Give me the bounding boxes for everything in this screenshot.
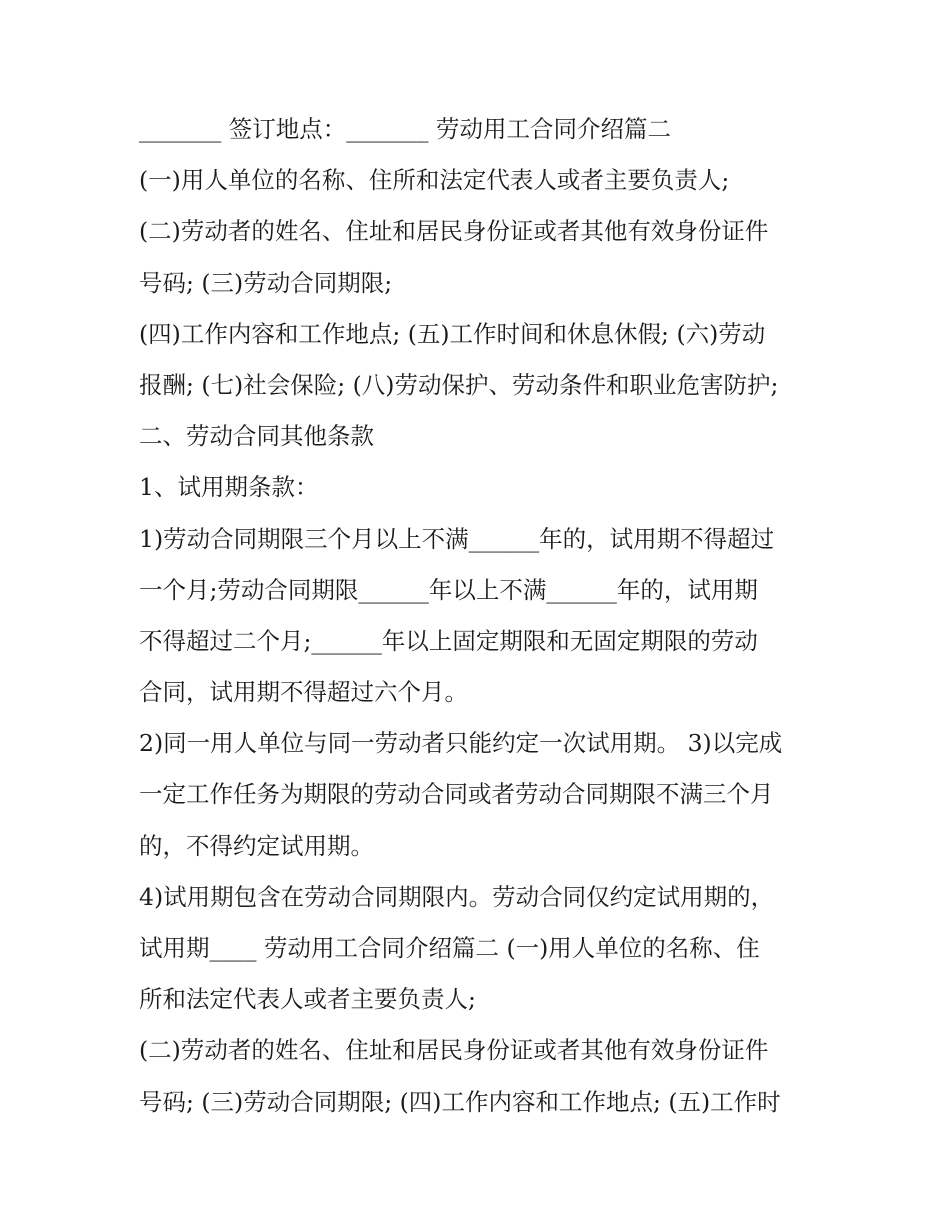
text-line: (一)用人单位的名称、住所和法定代表人或者主要负责人; (139, 166, 730, 195)
text-line: 号码; (三)劳动合同期限; (139, 268, 393, 297)
text-line: (二)劳动者的姓名、住址和居民身份证或者其他有效身份证件 (139, 1036, 769, 1065)
text-line: (二)劳动者的姓名、住址和居民身份证或者其他有效身份证件 (139, 217, 769, 246)
text-line: 1)劳动合同期限三个月以上不满______年的，试用期不得超过 (139, 524, 775, 553)
text-line: 试用期____ 劳动用工合同介绍篇二 (一)用人单位的名称、住 (139, 934, 760, 962)
text-line: 所和法定代表人或者主要负责人; (139, 985, 476, 1014)
subsection-heading: 1、试用期条款： (139, 473, 319, 502)
section-heading: 二、劳动合同其他条款 (139, 422, 374, 451)
text-line: 不得超过二个月;______年以上固定期限和无固定期限的劳动 (139, 626, 758, 655)
text-line: 一个月;劳动合同期限______年以上不满______年的，试用期 (139, 575, 758, 604)
text-line: 号码; (三)劳动合同期限; (四)工作内容和工作地点; (五)工作时 (139, 1087, 781, 1116)
text-line: (四)工作内容和工作地点; (五)工作时间和休息休假; (六)劳动 (139, 319, 766, 348)
text-line: 报酬; (七)社会保险; (八)劳动保护、劳动条件和职业危害防护; (139, 370, 779, 399)
text-line: 的，不得约定试用期。 (139, 831, 374, 860)
text-line: 合同，试用期不得超过六个月。 (139, 678, 468, 707)
text-line: 4)试用期包含在劳动合同期限内。劳动合同仅约定试用期的， (139, 882, 775, 911)
text-line: 2)同一用人单位与同一劳动者只能约定一次试用期。 3)以完成 (139, 729, 783, 758)
text-line: _______ 签订地点：_______ 劳动用工合同介绍篇二 (139, 115, 671, 143)
document-body (139, 104, 829, 1128)
text-line: 一定工作任务为期限的劳动合同或者劳动合同期限不满三个月 (139, 780, 774, 809)
